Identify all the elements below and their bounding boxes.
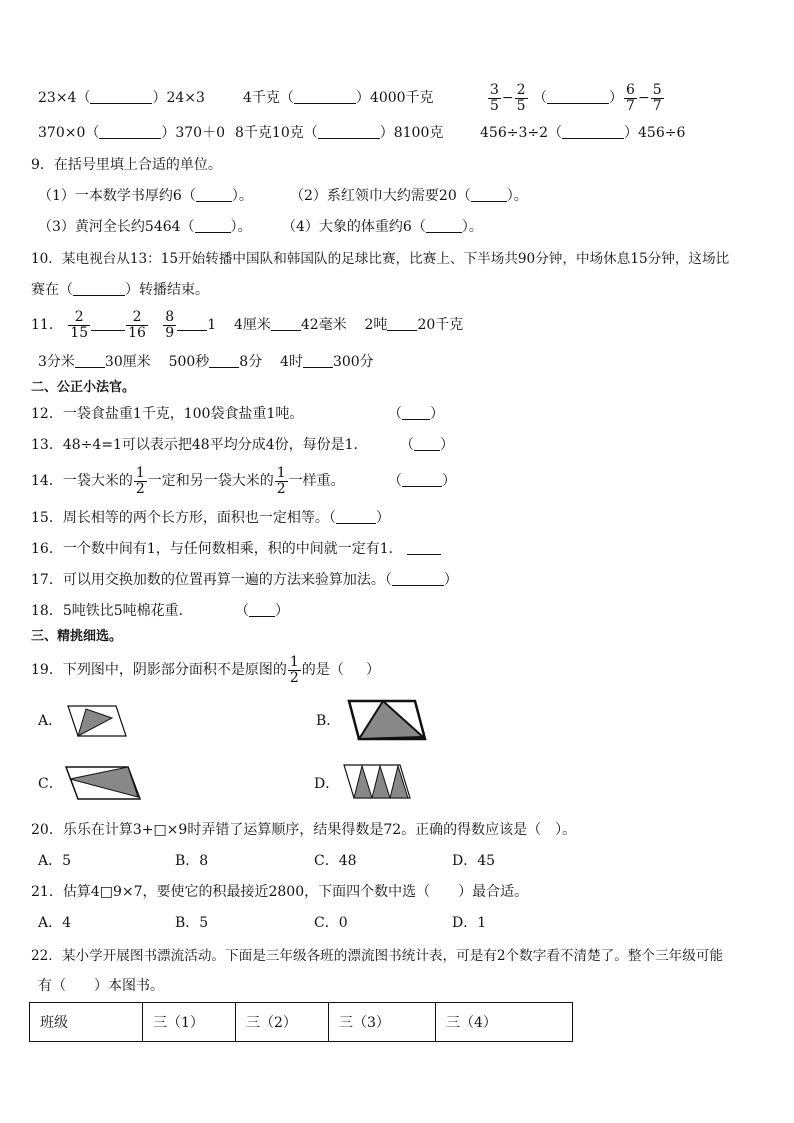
q14-text-a: 14．一袋大米的: [31, 473, 133, 489]
answer-blank[interactable]: [294, 89, 356, 104]
shaded-triangle: [359, 701, 423, 739]
q9-part-1: [38, 186, 253, 206]
answer-blank[interactable]: [303, 353, 333, 368]
q11-c1-left: 4厘米: [233, 317, 271, 333]
numerator: 1: [276, 464, 286, 481]
question-16: [31, 539, 441, 559]
compare-row-2-col2: [235, 123, 443, 143]
answer-blank[interactable]: [407, 540, 441, 555]
table-header-cell: 三（1）: [143, 1003, 236, 1042]
numerator: 2: [126, 310, 148, 326]
denominator: 7: [626, 97, 635, 114]
option-b-label[interactable]: B．: [316, 713, 341, 729]
books-table: [29, 1002, 573, 1042]
paren-close: ）: [375, 510, 390, 526]
paren-open: （: [388, 473, 402, 489]
q11-one: 1: [207, 317, 217, 333]
answer-blank[interactable]: [91, 316, 125, 331]
q9-part-4: [282, 217, 483, 237]
q13-text: 13．48÷4=1可以表示把48平均分成4份，每份是1．: [31, 437, 368, 453]
q9-p1-end: ）。: [231, 188, 253, 204]
question-13: [31, 435, 368, 455]
fraction: [515, 83, 528, 114]
paren-close: ）: [430, 406, 444, 422]
paren-close: ）: [440, 437, 454, 453]
figure-d[interactable]: [342, 762, 414, 802]
fraction: [488, 83, 501, 114]
q9-part-2: [290, 186, 528, 206]
compare-1-right: ）24×3: [152, 90, 205, 106]
compare-row-1-col2: [243, 88, 434, 108]
compare-row-2: [38, 123, 225, 143]
option-c-label[interactable]: C．: [38, 776, 63, 792]
shaded-triangle: [78, 709, 112, 736]
option-d-label[interactable]: D．: [314, 776, 340, 792]
shaded-triangle: [372, 766, 390, 798]
question-10-line2: [31, 280, 209, 300]
q11-c3-left: 3分米: [38, 354, 75, 370]
question-10-line1: 10．某电视台从13：15开始转播中国队和韩国队的足球比赛，比赛上、下半场共90分钟，中场休息15分钟，这场比: [31, 251, 730, 267]
question-22-line1: 22．某小学开展图书漂流活动。下面是三年级各班的漂流图书统计表，可是有2个数字看不清楚了。整个三年级可能: [31, 948, 724, 964]
q9-p2-text: （2）系红领巾大约需要20（: [290, 188, 471, 204]
compare-6-right: ）456÷6: [624, 125, 686, 141]
question-18: [31, 601, 193, 621]
answer-blank[interactable]: [195, 218, 231, 233]
answer-blank[interactable]: [196, 187, 232, 202]
q20-option-c[interactable]: C．48: [314, 853, 357, 869]
answer-blank[interactable]: [90, 89, 152, 104]
q15-text: 15．周长相等的两个长方形，面积也一定相等。（: [31, 510, 336, 526]
table-header-cell: 三（3）: [329, 1003, 436, 1042]
q12-answer[interactable]: [388, 404, 444, 424]
q20-option-b[interactable]: B．8: [175, 853, 209, 869]
q14-answer[interactable]: [388, 471, 456, 491]
shaded-triangle: [354, 766, 372, 798]
numerator: 6: [626, 81, 635, 98]
table-header-cell: 三（2）: [236, 1003, 329, 1042]
section-3-heading: 三、精挑细选。: [31, 629, 123, 644]
q12-text: 12．一袋食盐重1千克，100袋食盐重1吨。: [31, 406, 304, 422]
denominator: 2: [276, 480, 286, 497]
q19-text-b: 的是（: [301, 662, 344, 678]
q14-text-b: 一定和另一袋大米的: [147, 473, 274, 489]
fraction: [134, 466, 147, 497]
fraction: [163, 310, 176, 341]
numerator: 1: [135, 464, 145, 481]
question-9-title: 9．在括号里填上合适的单位。: [31, 157, 222, 173]
compare-row-1-col3: $\frac{3}{5}$ − $\frac{2}{5}$ （ ） $\frac{6}{7}$ − $\frac{5}{7}$: [490, 81, 662, 114]
numerator: 1: [289, 653, 299, 670]
q11-label: 11．: [31, 317, 63, 333]
answer-blank[interactable]: [547, 89, 609, 104]
q11-c3-right: 30厘米: [104, 354, 151, 370]
figure-a[interactable]: [66, 702, 128, 738]
paren-close: ）: [442, 473, 456, 489]
fraction: [651, 83, 664, 114]
q9-p3-end: ）。: [230, 219, 252, 235]
answer-blank[interactable]: [562, 124, 624, 139]
q11-c5-left: 4时: [280, 354, 303, 370]
numerator: 2: [516, 81, 526, 98]
fraction: [288, 655, 301, 686]
question-12: [31, 404, 303, 424]
q18-text: 18．5吨铁比5吨棉花重．: [31, 603, 193, 619]
table-header-cell: 班级: [30, 1003, 143, 1042]
answer-blank[interactable]: [249, 602, 275, 617]
option-a-label[interactable]: A．: [38, 713, 63, 729]
denominator: 9: [165, 324, 175, 341]
compare-4-left: 370×0（: [38, 125, 100, 141]
denominator: 15: [70, 324, 89, 341]
answer-blank[interactable]: [402, 472, 442, 487]
q20-option-d[interactable]: D．45: [452, 853, 496, 869]
denominator: 5: [516, 97, 526, 114]
answer-blank[interactable]: [392, 571, 444, 586]
q17-text: 17．可以用交换加数的位置再算一遍的方法来验算加法。（: [31, 572, 392, 588]
table-header-cell: 三（4）: [436, 1003, 573, 1042]
figure-b[interactable]: [343, 697, 431, 745]
numerator: 8: [165, 308, 175, 325]
answer-blank[interactable]: [271, 316, 301, 331]
answer-blank[interactable]: [426, 218, 462, 233]
q10-end: ）转播结束。: [125, 282, 209, 298]
question-21: 21．估算4□9×7，要使它的积最接近2800，下面四个数中选（ ）最合适。: [31, 884, 529, 900]
table-row: [30, 1003, 573, 1042]
q14-text-c: 一样重。: [288, 473, 345, 489]
q10-text: 赛在（: [31, 282, 73, 298]
compare-row-2-col3: [480, 123, 685, 143]
question-14: [31, 461, 345, 501]
q9-p2-end: ）。: [506, 188, 528, 204]
question-20: 20．乐乐在计算3+□×9时弄错了运算顺序，结果得数是72。正确的得数应该是（ ）。: [31, 822, 577, 838]
paren-open: （: [400, 437, 414, 453]
q19-text-a: 19．下列图中，阴影部分面积不是原图的: [31, 662, 287, 678]
numerator: 3: [490, 81, 499, 98]
q11-c5-right: 300分: [332, 354, 374, 370]
shaded-triangle: [70, 767, 138, 797]
denominator: 7: [652, 97, 662, 114]
answer-blank[interactable]: [318, 124, 380, 139]
q20-option-a[interactable]: A．5: [38, 853, 72, 869]
answer-blank[interactable]: [336, 509, 376, 524]
compare-5-right: ）8100克: [379, 125, 444, 141]
q9-p4-text: （4）大象的体重约6（: [282, 219, 426, 235]
q21-option-d[interactable]: D．1: [452, 915, 487, 931]
question-22-line2: 有（ ）本图书。: [38, 978, 164, 994]
paren-open: （: [388, 406, 402, 422]
q9-part-3: [38, 217, 252, 237]
fraction: [126, 310, 148, 341]
denominator: 5: [490, 97, 499, 114]
paren-close: ）: [275, 603, 289, 619]
paren-close: ）: [609, 90, 624, 106]
q13-answer[interactable]: [400, 435, 454, 455]
fraction: [624, 83, 637, 114]
question-17: [31, 570, 458, 590]
question-19: [31, 650, 380, 690]
q21-option-c[interactable]: C．0: [314, 915, 348, 931]
fraction: [275, 466, 288, 497]
answer-blank[interactable]: [387, 316, 417, 331]
numerator: 2: [68, 310, 90, 326]
q21-option-a[interactable]: A．4: [38, 915, 72, 931]
answer-blank[interactable]: [414, 436, 440, 451]
q19-text-c: ）: [366, 662, 381, 678]
paren-close: ）: [443, 572, 458, 588]
compare-6-left: 456÷3÷2（: [480, 125, 562, 141]
q11-c2-left: 2吨: [364, 317, 388, 333]
compare-2-left: 4千克（: [243, 90, 294, 106]
q11-c1-right: 42毫米: [300, 317, 347, 333]
paren-open: （: [533, 90, 548, 106]
q11-c2-right: 20千克: [417, 317, 464, 333]
compare-1-left: 23×4（: [38, 90, 91, 106]
compare-4-right: ）370＋0: [161, 125, 225, 141]
denominator: 2: [135, 480, 145, 497]
answer-blank[interactable]: [471, 187, 507, 202]
paren-open: （: [235, 603, 249, 619]
compare-2-right: ）4000千克: [355, 90, 434, 106]
q11-c4-left: 500秒: [168, 354, 210, 370]
question-11-line2: [38, 352, 374, 372]
answer-blank[interactable]: [73, 281, 125, 296]
fraction: [68, 310, 90, 341]
question-15: [31, 508, 390, 528]
q18-answer[interactable]: [235, 601, 289, 621]
q9-p1-text: （1）一本数学书厚约6（: [38, 188, 196, 204]
compare-5-left: 8千克10克（: [235, 125, 318, 141]
compare-row-1: [38, 88, 205, 108]
question-11-line1: [31, 305, 463, 345]
q9-p3-text: （3）黄河全长约5464（: [38, 219, 195, 235]
q21-option-b[interactable]: B．5: [175, 915, 209, 931]
q11-c4-right: 8分: [239, 354, 263, 370]
answer-blank[interactable]: [75, 353, 105, 368]
answer-blank[interactable]: [177, 316, 207, 331]
q9-p4-end: ）。: [461, 219, 483, 235]
section-2-heading: 二、公正小法官。: [31, 380, 136, 395]
q16-text: 16．一个数中间有1，与任何数相乘，积的中间就一定有1．: [31, 541, 403, 557]
numerator: 5: [652, 81, 662, 98]
denominator: 16: [128, 324, 146, 341]
answer-blank[interactable]: [209, 353, 239, 368]
denominator: 2: [289, 669, 299, 686]
answer-blank[interactable]: [402, 405, 430, 420]
answer-blank[interactable]: [99, 124, 161, 139]
figure-c[interactable]: [64, 763, 144, 803]
